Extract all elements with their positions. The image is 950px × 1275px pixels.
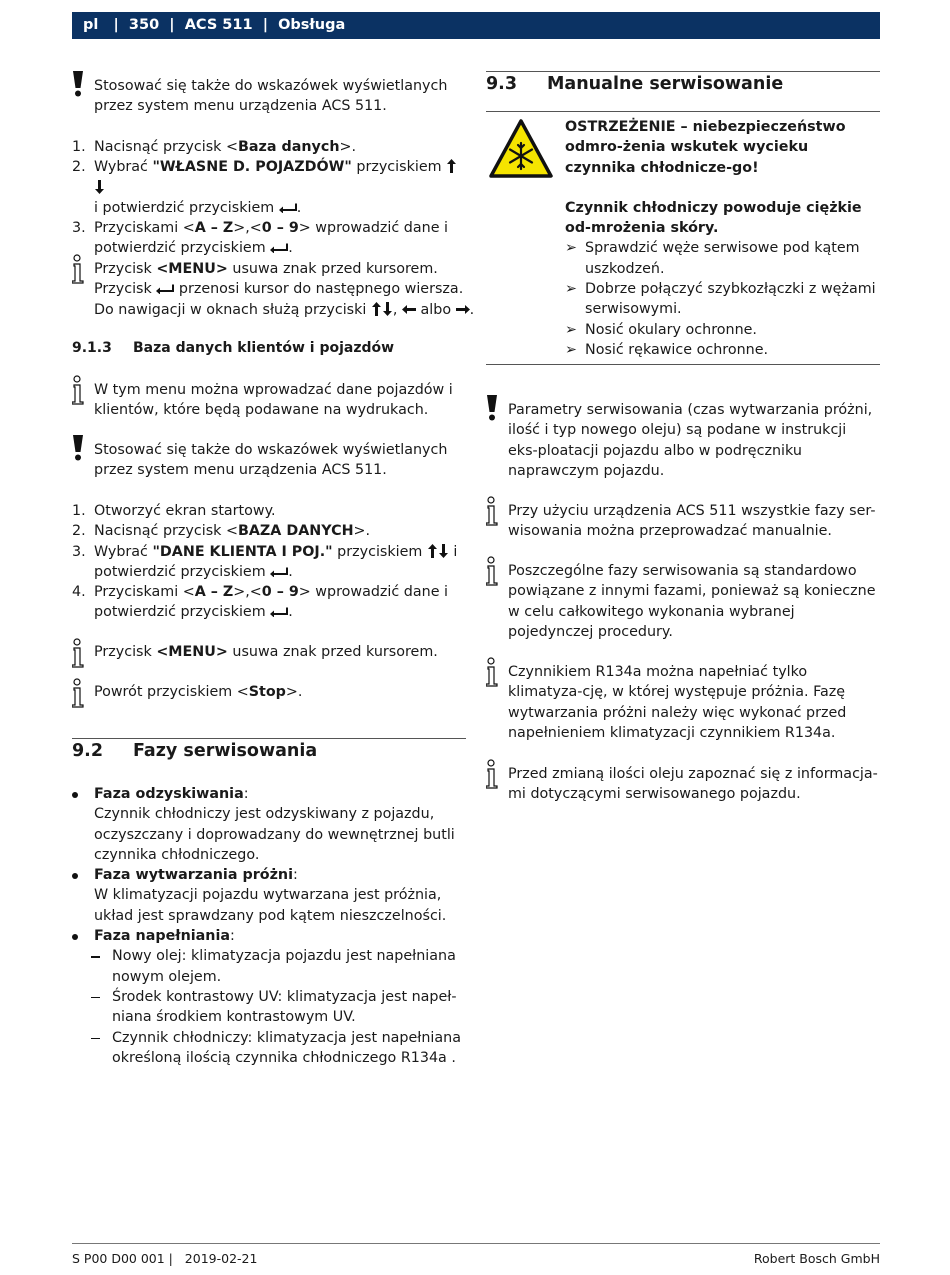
step-text: przyciskiem bbox=[351, 159, 447, 176]
step-number: 2. bbox=[72, 523, 86, 540]
phase-subitem: Nowy olej: klimatyzacja pojazdu jest napełniana nowym olejem. bbox=[72, 946, 466, 987]
dash-icon bbox=[91, 956, 100, 957]
exclamation-icon bbox=[72, 71, 84, 97]
arrow-bullet-icon: ➢ bbox=[565, 240, 577, 257]
enter-icon bbox=[279, 203, 297, 213]
info-icon bbox=[486, 657, 500, 687]
info-icon bbox=[72, 375, 86, 405]
info-text: Przy użyciu urządzenia ACS 511 wszystkie fazy ser-wisowania można przeprowadzać manualnie. bbox=[508, 503, 876, 540]
section-heading-93: 9.3 Manualne serwisowanie bbox=[486, 74, 784, 94]
arrow-left-icon bbox=[402, 305, 416, 314]
phase-item: Faza napełniania: bbox=[72, 926, 466, 946]
step-text: Przyciskami < bbox=[94, 584, 195, 601]
step-number: 1. bbox=[72, 503, 86, 519]
footer-rule bbox=[72, 1243, 880, 1244]
note-text: Stosować się także do wskazówek wyświetlanych przez system menu urządzenia ACS 511. bbox=[94, 442, 448, 479]
step-text: >. bbox=[353, 523, 371, 540]
section-heading-913: 9.1.3 Baza danych klientów i pojazdów bbox=[72, 340, 395, 356]
step-text: potwierdzić przyciskiem bbox=[94, 604, 271, 621]
frost-warning-icon bbox=[488, 118, 554, 179]
warning-item: ➢ Dobrze połączyć szybkozłączki z wężami serwisowymi. bbox=[565, 281, 876, 318]
menu-name: "DANE KLIENTA I POJ." bbox=[152, 543, 333, 560]
step-text: potwierdzić przyciskiem bbox=[94, 240, 271, 257]
step-text: Nacisnąć przycisk < bbox=[94, 523, 238, 540]
key-range: A – Z bbox=[194, 584, 234, 601]
step-number: 3. bbox=[72, 220, 86, 237]
arrow-down-icon bbox=[95, 180, 104, 194]
enter-icon bbox=[270, 607, 288, 617]
warning-subtitle: Czynnik chłodniczy powoduje ciężkie od-mrożenia skóry. bbox=[565, 199, 862, 237]
arrow-down-icon bbox=[439, 544, 448, 558]
arrow-down-icon bbox=[383, 302, 392, 316]
phase-title: Faza odzyskiwania bbox=[94, 786, 244, 802]
footer-company: Robert Bosch GmbH bbox=[753, 1251, 880, 1266]
key-name: <MENU> bbox=[156, 644, 228, 660]
dash-icon bbox=[91, 997, 100, 998]
header-lang: pl bbox=[83, 17, 99, 33]
info-icon bbox=[486, 759, 500, 789]
warning-item: ➢ Sprawdzić węże serwisowe pod kątem uszkodzeń. bbox=[565, 240, 860, 277]
info-text: Powrót przyciskiem <Stop>. bbox=[94, 684, 303, 700]
page-header: pl | 350 | ACS 511 | Obsługa bbox=[72, 12, 880, 39]
info-text: Czynnikiem R134a można napełniać tylko klimatyza-cję, w której występuje próżnia. Fazę wytwarzania próżni należy więc wykonać przed napełnieniem klimatyzacji czynnikiem R134a. bbox=[508, 664, 847, 741]
arrow-right-icon bbox=[456, 305, 470, 314]
key-name: BAZA DANYCH bbox=[237, 523, 354, 540]
phase-item: Faza odzyskiwania: Czynnik chłodniczy jest odzyskiwany z pojazdu, oczyszczany i doprowadzany do wewnętrznej butli czynnika chłodniczego. bbox=[72, 784, 466, 865]
info-icon bbox=[486, 556, 500, 586]
doc-number: S P00 D00 001 | bbox=[72, 1251, 173, 1266]
bullet-icon bbox=[72, 873, 78, 879]
info-text: Poszczególne fazy serwisowania są standardowo powiązane z innymi fazami, ponieważ są konieczne w celu całkowitego wykonania wybranej pojedynczej procedury. bbox=[508, 563, 876, 640]
phase-item: Faza wytwarzania próżni: W klimatyzacji pojazdu wytwarzana jest próżnia, układ jest sprawdzany pod kątem nieszczelności. bbox=[72, 865, 466, 926]
enter-icon bbox=[270, 243, 288, 253]
enter-icon bbox=[270, 567, 288, 577]
warning-bottom-rule bbox=[486, 364, 880, 365]
step-item bbox=[72, 137, 466, 157]
key-name: Stop bbox=[248, 684, 286, 700]
key-range: A – Z bbox=[194, 220, 234, 237]
step-text: Przyciskami < bbox=[94, 220, 195, 237]
info-icon bbox=[486, 496, 500, 526]
info-icon bbox=[72, 638, 86, 668]
info-icon bbox=[72, 254, 86, 284]
step-number: 3. bbox=[72, 543, 86, 560]
arrow-bullet-icon: ➢ bbox=[565, 341, 577, 358]
step-text: Wybrać bbox=[94, 543, 153, 560]
phase-title: Faza wytwarzania próżni bbox=[94, 867, 293, 884]
step-text: >,< bbox=[233, 584, 262, 601]
info-text: Przed zmianą ilości oleju zapoznać się z informacja-mi dotyczącymi serwisowanego pojazdu. bbox=[508, 766, 878, 803]
step-number: 4. bbox=[72, 584, 86, 601]
phase-text: Czynnik chłodniczy jest odzyskiwany z pojazdu, oczyszczany i doprowadzany do wewnętrznej butli czynnika chłodniczego. bbox=[94, 806, 455, 863]
bullet-icon bbox=[72, 792, 78, 798]
section-heading-92: 9.2 Fazy serwisowania bbox=[72, 741, 318, 761]
warning-box bbox=[565, 117, 880, 360]
doc-date: 2019-02-21 bbox=[184, 1251, 258, 1266]
key-name: <MENU> bbox=[156, 261, 228, 277]
phases-list bbox=[72, 784, 466, 1068]
warning-top-rule bbox=[486, 111, 880, 112]
arrow-bullet-icon: ➢ bbox=[565, 281, 577, 298]
info-text: W tym menu można wprowadzać dane pojazdów i klientów, które będą podawane na wydrukach. bbox=[94, 382, 453, 419]
info-text: Przycisk <MENU> usuwa znak przed kursorem. Przycisk przenosi kursor do następnego wiersza. Do nawigacji w oknach służą przyciski , albo . bbox=[94, 261, 475, 318]
step-item: 4. Przyciskami <A – Z>,<0 – 9> wprowadzić dane i potwierdzić przyciskiem . bbox=[72, 584, 449, 621]
key-range: 0 – 9 bbox=[261, 584, 299, 601]
step-text: i bbox=[448, 543, 458, 560]
key-name: Baza danych bbox=[237, 139, 340, 155]
bullet-icon bbox=[72, 934, 78, 940]
section-divider bbox=[486, 71, 880, 72]
arrow-bullet-icon: ➢ bbox=[565, 321, 577, 338]
dash-icon bbox=[91, 1038, 100, 1039]
info-icon bbox=[72, 678, 86, 708]
phase-title: Faza napełniania bbox=[94, 928, 231, 945]
menu-name: "WŁASNE D. POJAZDÓW" bbox=[152, 159, 352, 176]
step-text: > wprowadzić dane i bbox=[298, 220, 449, 237]
step-item: 3. Przyciskami <A – Z>,<0 – 9> wprowadzić dane i potwierdzić przyciskiem . bbox=[72, 220, 449, 257]
step-item bbox=[72, 501, 466, 521]
step-item bbox=[72, 521, 466, 541]
note-text: Stosować się także do wskazówek wyświetlanych przez system menu urządzenia ACS 511. bbox=[94, 78, 448, 115]
step-text: i potwierdzić przyciskiem bbox=[94, 199, 279, 216]
arrow-up-icon bbox=[428, 544, 437, 558]
header-product: ACS 511 bbox=[184, 17, 253, 33]
exclamation-icon bbox=[72, 435, 84, 461]
steps-list-1 bbox=[72, 137, 466, 259]
key-range: 0 – 9 bbox=[261, 220, 299, 237]
phase-text: W klimatyzacji pojazdu wytwarzana jest próżnia, układ jest sprawdzany pod kątem nieszczelności. bbox=[94, 887, 447, 924]
step-text: Nacisnąć przycisk < bbox=[94, 139, 238, 155]
note-text: Parametry serwisowania (czas wytwarzania próżni, ilość i typ nowego oleju) są podane w instrukcji eks-ploatacji pojazdu albo w podręczniku naprawczym pojazdu. bbox=[508, 402, 873, 479]
footer-left bbox=[72, 1251, 257, 1266]
info-text: Przycisk <MENU> usuwa znak przed kursorem. bbox=[94, 644, 438, 660]
exclamation-icon bbox=[486, 395, 498, 421]
step-item: 3. Wybrać "DANE KLIENTA I POJ." przyciskiem i potwierdzić przyciskiem . bbox=[72, 543, 458, 580]
step-text: przyciskiem bbox=[332, 543, 427, 560]
header-page-number: 350 bbox=[128, 17, 160, 33]
warning-item: ➢ Nosić rękawice ochronne. bbox=[565, 340, 880, 360]
steps-list-2 bbox=[72, 501, 466, 623]
step-text: > wprowadzić dane i bbox=[298, 584, 449, 601]
warning-title: OSTRZEŻENIE – niebezpieczeństwo odmro-żenia wskutek wycieku czynnika chłodnicze-go! bbox=[565, 119, 846, 176]
arrow-up-icon bbox=[372, 302, 381, 316]
step-item: 2. Wybrać "WŁASNE D. POJAZDÓW" przyciskiem i potwierdzić przyciskiem . bbox=[72, 157, 466, 218]
enter-icon bbox=[156, 284, 174, 294]
step-text: Otworzyć ekran startowy. bbox=[94, 503, 276, 519]
step-number: 2. bbox=[72, 159, 86, 176]
arrow-up-icon bbox=[447, 159, 456, 173]
warning-item: ➢ Nosić okulary ochronne. bbox=[565, 320, 880, 340]
step-number: 1. bbox=[72, 139, 86, 155]
section-divider bbox=[72, 738, 466, 739]
step-text: >,< bbox=[233, 220, 262, 237]
header-section: Obsługa bbox=[278, 17, 346, 33]
phase-subitem: Czynnik chłodniczy: klimatyzacja jest napełniana określoną ilością czynnika chłodniczego R134a . bbox=[72, 1028, 466, 1069]
step-text: Wybrać bbox=[94, 159, 153, 176]
step-text: >. bbox=[339, 139, 357, 155]
step-text: potwierdzić przyciskiem bbox=[94, 563, 271, 580]
phase-subitem: Środek kontrastowy UV: klimatyzacja jest napeł-niana środkiem kontrastowym UV. bbox=[72, 987, 466, 1028]
